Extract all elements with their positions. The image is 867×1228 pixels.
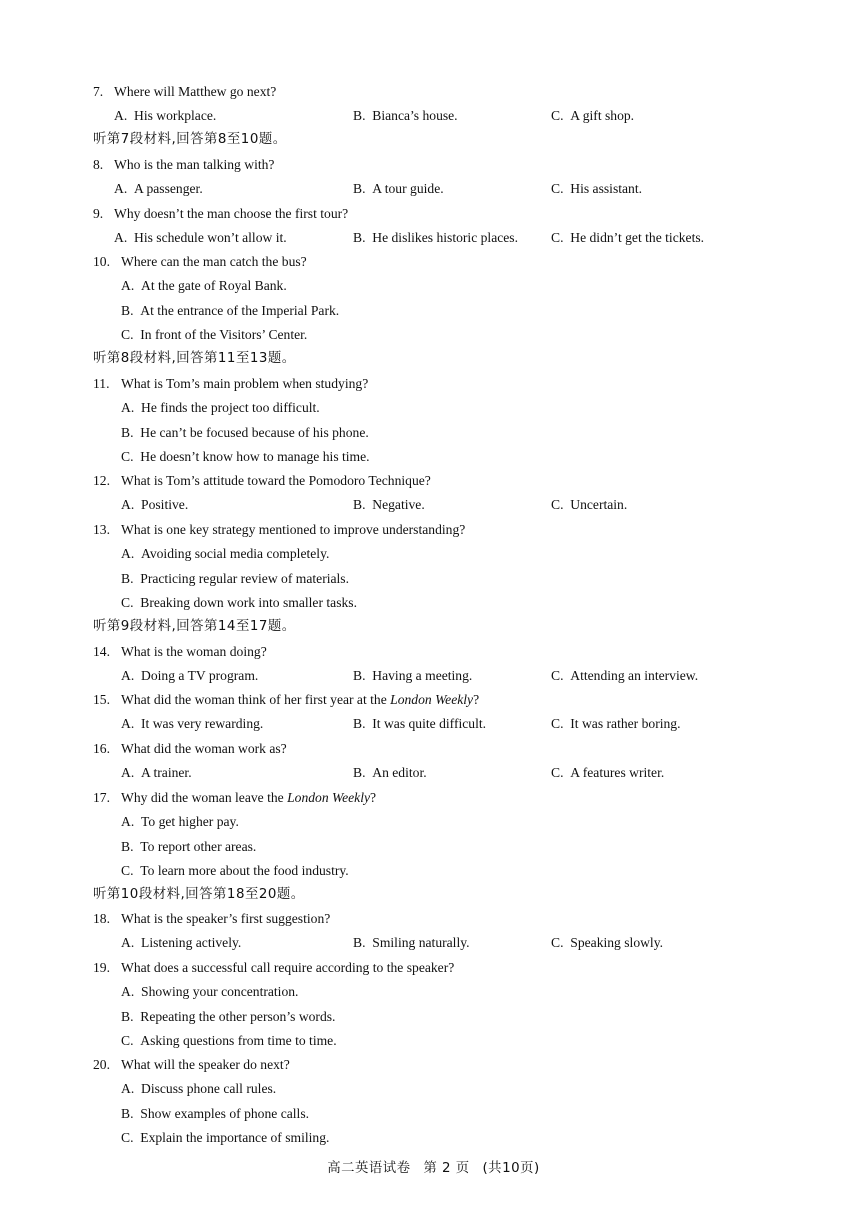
option-b xyxy=(353,226,518,250)
option-text: He can’t be focused because of his phone. xyxy=(140,424,369,440)
option-letter: B. xyxy=(353,108,366,124)
publication-title: London Weekly xyxy=(390,692,474,707)
question-number: 7. xyxy=(93,84,104,99)
question-stem xyxy=(0,956,867,980)
option-text: Speaking slowly. xyxy=(570,935,664,951)
section-text: 听第7段材料,回答第8至10题。 xyxy=(93,132,287,147)
option-letter: A. xyxy=(121,278,135,294)
question-text xyxy=(121,640,267,664)
option-text: At the entrance of the Imperial Park. xyxy=(140,302,340,318)
option-letter: C. xyxy=(551,935,564,951)
question-stem xyxy=(0,469,867,493)
option-c xyxy=(551,177,642,201)
option-c xyxy=(551,712,681,736)
option-b xyxy=(353,931,470,955)
section-instruction xyxy=(0,347,867,371)
question-text-main: What is Tom’s main problem when studying? xyxy=(121,376,369,391)
option-row xyxy=(0,421,867,445)
option-letter: A. xyxy=(121,935,135,951)
question-text-main: What is the woman doing? xyxy=(121,644,267,659)
question-number: 14. xyxy=(93,644,110,659)
question-text xyxy=(121,786,376,810)
option-b xyxy=(121,567,349,591)
option-letter: A. xyxy=(114,230,128,246)
question-stem xyxy=(0,250,867,274)
question-text-main: What did the woman work as? xyxy=(121,741,287,756)
option-text: He finds the project too difficult. xyxy=(141,400,320,416)
option-text: His workplace. xyxy=(134,108,217,124)
option-letter: A. xyxy=(121,765,135,781)
page-footer xyxy=(0,1157,867,1176)
option-a xyxy=(121,712,263,736)
question-stem xyxy=(0,202,867,226)
option-letter: B. xyxy=(353,668,366,684)
question-number: 9. xyxy=(93,206,104,221)
option-text: A tour guide. xyxy=(372,181,444,197)
option-letter: A. xyxy=(114,181,128,197)
option-a xyxy=(114,177,203,201)
section-text: 听第9段材料,回答第14至17题。 xyxy=(93,619,296,634)
option-row xyxy=(0,396,867,420)
section-instruction xyxy=(0,128,867,152)
option-letter: B. xyxy=(121,1105,134,1121)
question-text-main: Where will Matthew go next? xyxy=(114,84,277,99)
footer-page-number: 第 2 页 xyxy=(423,1161,470,1176)
option-letter: C. xyxy=(551,108,564,124)
option-text: Discuss phone call rules. xyxy=(141,1081,277,1097)
question-text xyxy=(121,518,465,542)
option-text: To get higher pay. xyxy=(141,814,239,830)
question-text xyxy=(121,956,454,980)
question-text-main: Why did the woman leave the xyxy=(121,790,288,805)
option-row xyxy=(0,567,867,591)
option-a xyxy=(121,396,320,420)
question-text-main: What is Tom’s attitude toward the Pomodoro Technique? xyxy=(121,473,431,488)
option-a xyxy=(121,274,287,298)
option-letter: C. xyxy=(121,449,134,465)
option-letter: A. xyxy=(121,716,135,732)
options-row xyxy=(0,712,867,736)
option-a xyxy=(121,1077,276,1101)
option-a xyxy=(121,761,192,785)
option-letter: C. xyxy=(551,181,564,197)
question-text xyxy=(114,80,276,104)
option-text: Positive. xyxy=(141,497,189,513)
question-text xyxy=(121,1053,290,1077)
option-row xyxy=(0,1005,867,1029)
option-a xyxy=(121,931,241,955)
question-text-main: Where can the man catch the bus? xyxy=(121,254,307,269)
option-c xyxy=(551,226,704,250)
option-b xyxy=(353,104,458,128)
question-number: 20. xyxy=(93,1057,110,1072)
option-row xyxy=(0,1126,867,1150)
option-letter: C. xyxy=(121,863,134,879)
question-text-main: Why doesn’t the man choose the first tour? xyxy=(114,206,349,221)
option-a xyxy=(121,542,329,566)
options-row xyxy=(0,493,867,517)
option-b xyxy=(121,1005,335,1029)
option-letter: A. xyxy=(121,1081,135,1097)
option-text: At the gate of Royal Bank. xyxy=(141,278,287,294)
option-letter: B. xyxy=(353,497,366,513)
option-letter: B. xyxy=(121,1008,134,1024)
option-letter: A. xyxy=(121,400,135,416)
option-text: An editor. xyxy=(372,765,427,781)
option-b xyxy=(121,421,369,445)
option-c xyxy=(121,591,357,615)
option-text: In front of the Visitors’ Center. xyxy=(140,327,308,343)
option-b xyxy=(353,493,425,517)
option-c xyxy=(121,323,307,347)
option-row xyxy=(0,810,867,834)
question-text xyxy=(121,907,330,931)
option-letter: C. xyxy=(551,716,564,732)
option-c xyxy=(551,493,627,517)
option-text: To report other areas. xyxy=(140,838,257,854)
option-text: His schedule won’t allow it. xyxy=(134,230,287,246)
option-text: Bianca’s house. xyxy=(372,108,458,124)
question-stem xyxy=(0,907,867,931)
section-instruction xyxy=(0,615,867,639)
question-mark: ? xyxy=(473,692,480,707)
option-row xyxy=(0,445,867,469)
options-row xyxy=(0,177,867,201)
option-letter: A. xyxy=(121,814,135,830)
question-number: 8. xyxy=(93,157,104,172)
question-text-main: What did the woman think of her first year at the xyxy=(121,692,391,707)
options-row xyxy=(0,761,867,785)
question-stem xyxy=(0,372,867,396)
question-text-main: What is one key strategy mentioned to improve understanding? xyxy=(121,522,466,537)
option-row xyxy=(0,1029,867,1053)
option-text: A gift shop. xyxy=(570,108,635,124)
options-row xyxy=(0,931,867,955)
option-letter: B. xyxy=(121,570,134,586)
question-stem xyxy=(0,80,867,104)
option-text: It was very rewarding. xyxy=(141,716,264,732)
option-letter: A. xyxy=(121,984,135,1000)
option-text: Doing a TV program. xyxy=(141,668,259,684)
option-row xyxy=(0,591,867,615)
option-letter: B. xyxy=(121,302,134,318)
option-c xyxy=(121,1029,337,1053)
option-c xyxy=(121,1126,329,1150)
option-text: Uncertain. xyxy=(570,497,628,513)
question-text xyxy=(114,202,348,226)
option-b xyxy=(121,299,339,323)
option-letter: C. xyxy=(121,595,134,611)
option-text: Showing your concentration. xyxy=(141,984,299,1000)
option-text: Breaking down work into smaller tasks. xyxy=(140,595,357,611)
option-letter: A. xyxy=(121,497,135,513)
option-letter: C. xyxy=(121,1033,134,1049)
question-text xyxy=(114,153,274,177)
option-a xyxy=(121,664,258,688)
option-text: Listening actively. xyxy=(141,935,242,951)
option-text: To learn more about the food industry. xyxy=(140,863,349,879)
option-text: Avoiding social media completely. xyxy=(141,546,330,562)
question-stem xyxy=(0,737,867,761)
option-b xyxy=(353,712,486,736)
option-c xyxy=(551,664,698,688)
question-text-main: What will the speaker do next? xyxy=(121,1057,290,1072)
option-a xyxy=(121,980,298,1004)
option-text: It was rather boring. xyxy=(570,716,681,732)
option-letter: C. xyxy=(121,1130,134,1146)
option-b xyxy=(121,1102,309,1126)
option-text: It was quite difficult. xyxy=(372,716,487,732)
option-letter: B. xyxy=(121,424,134,440)
option-a xyxy=(121,493,188,517)
option-text: Repeating the other person’s words. xyxy=(140,1008,336,1024)
option-letter: C. xyxy=(551,765,564,781)
question-stem xyxy=(0,640,867,664)
option-letter: A. xyxy=(121,668,135,684)
option-letter: B. xyxy=(353,230,366,246)
question-text xyxy=(121,250,307,274)
option-text: A passenger. xyxy=(134,181,203,197)
question-number: 15. xyxy=(93,692,110,707)
question-text-main: What is the speaker’s first suggestion? xyxy=(121,911,331,926)
option-letter: A. xyxy=(114,108,128,124)
section-instruction xyxy=(0,883,867,907)
question-text xyxy=(121,469,431,493)
option-text: Attending an interview. xyxy=(570,668,699,684)
option-row xyxy=(0,274,867,298)
option-c xyxy=(121,859,349,883)
option-text: Negative. xyxy=(372,497,425,513)
footer-title: 高二英语试卷 xyxy=(327,1161,411,1176)
options-row xyxy=(0,226,867,250)
option-b xyxy=(353,177,444,201)
question-number: 19. xyxy=(93,960,110,975)
option-letter: C. xyxy=(121,327,134,343)
question-text-main: What does a successful call require according to the speaker? xyxy=(121,960,455,975)
option-text: His assistant. xyxy=(570,181,643,197)
option-text: Smiling naturally. xyxy=(372,935,470,951)
option-text: He doesn’t know how to manage his time. xyxy=(140,449,370,465)
question-text xyxy=(121,737,287,761)
section-text: 听第8段材料,回答第11至13题。 xyxy=(93,351,296,366)
question-text-main: Who is the man talking with? xyxy=(114,157,275,172)
question-number: 16. xyxy=(93,741,110,756)
question-number: 13. xyxy=(93,522,110,537)
option-row xyxy=(0,980,867,1004)
publication-title: London Weekly xyxy=(287,790,371,805)
option-row xyxy=(0,323,867,347)
option-text: Asking questions from time to time. xyxy=(140,1033,337,1049)
options-row xyxy=(0,664,867,688)
option-letter: C. xyxy=(551,668,564,684)
option-a xyxy=(121,810,239,834)
option-row xyxy=(0,835,867,859)
option-row xyxy=(0,299,867,323)
footer-total-pages: (共10页) xyxy=(482,1161,540,1176)
question-stem xyxy=(0,688,867,712)
option-b xyxy=(121,835,256,859)
option-text: Explain the importance of smiling. xyxy=(140,1130,330,1146)
option-row xyxy=(0,1102,867,1126)
option-letter: B. xyxy=(353,716,366,732)
option-text: He dislikes historic places. xyxy=(372,230,518,246)
option-text: A trainer. xyxy=(141,765,192,781)
question-number: 17. xyxy=(93,790,110,805)
question-stem xyxy=(0,1053,867,1077)
question-number: 11. xyxy=(93,376,110,391)
option-letter: A. xyxy=(121,546,135,562)
option-text: A features writer. xyxy=(570,765,665,781)
option-text: Having a meeting. xyxy=(372,668,473,684)
option-text: He didn’t get the tickets. xyxy=(570,230,705,246)
option-letter: C. xyxy=(551,497,564,513)
option-text: Show examples of phone calls. xyxy=(140,1105,310,1121)
question-text xyxy=(121,688,479,712)
option-b xyxy=(353,761,427,785)
option-row xyxy=(0,859,867,883)
option-letter: B. xyxy=(353,181,366,197)
option-c xyxy=(551,931,663,955)
option-letter: B. xyxy=(121,838,134,854)
question-mark: ? xyxy=(370,790,377,805)
option-letter: C. xyxy=(551,230,564,246)
option-text: Practicing regular review of materials. xyxy=(140,570,349,586)
section-text: 听第10段材料,回答第18至20题。 xyxy=(93,887,305,902)
option-row xyxy=(0,1077,867,1101)
options-row xyxy=(0,104,867,128)
question-number: 18. xyxy=(93,911,110,926)
option-a xyxy=(114,226,287,250)
option-letter: B. xyxy=(353,935,366,951)
option-c xyxy=(551,761,664,785)
option-a xyxy=(114,104,216,128)
option-row xyxy=(0,542,867,566)
question-stem xyxy=(0,153,867,177)
option-c xyxy=(551,104,634,128)
option-letter: B. xyxy=(353,765,366,781)
option-b xyxy=(353,664,472,688)
question-stem xyxy=(0,518,867,542)
question-number: 10. xyxy=(93,254,110,269)
question-text xyxy=(121,372,368,396)
question-number: 12. xyxy=(93,473,110,488)
question-stem xyxy=(0,786,867,810)
option-c xyxy=(121,445,370,469)
